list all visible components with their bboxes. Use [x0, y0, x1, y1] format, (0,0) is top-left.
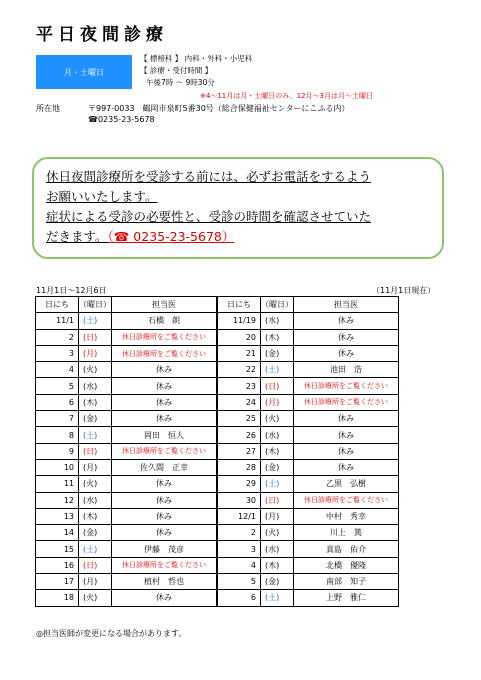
cell-date: 3 [217, 541, 261, 557]
cell-weekday: (土) [79, 541, 112, 557]
cell-doctor: 乙黒 弘樹 [294, 476, 399, 492]
header-dow: （曜日） [261, 297, 294, 313]
clinic-info [140, 53, 374, 100]
table-row [36, 443, 399, 459]
cell-weekday: (火) [261, 411, 294, 427]
hours-line: 午後7時 〜 9時30分 [146, 78, 215, 87]
cell-doctor: 休日診療所をご覧ください [294, 378, 399, 394]
cell-doctor: 池田 浩 [294, 362, 399, 378]
cell-date: 8 [36, 427, 79, 443]
table-row [36, 427, 399, 443]
cell-doctor: 佐久間 正幸 [112, 459, 218, 475]
cell-doctor: 真島 佑介 [294, 541, 399, 557]
cell-date: 12/1 [217, 508, 261, 524]
schedule-table [35, 296, 399, 607]
cell-weekday: (土) [261, 362, 294, 378]
cell-weekday: (火) [79, 590, 112, 606]
cell-weekday: (木) [261, 443, 294, 459]
season-note: ※4〜11月は月・土曜日のみ、12月〜3月は月〜土曜日 [200, 92, 374, 100]
cell-doctor: 石橋 朗 [112, 313, 218, 329]
cell-doctor: 伊藤 茂彦 [112, 541, 218, 557]
cell-doctor: 休み [112, 378, 218, 394]
cell-date: 2 [36, 329, 79, 345]
cell-doctor: 休み [294, 313, 399, 329]
cell-doctor: 中村 秀幸 [294, 508, 399, 524]
table-row [36, 476, 399, 492]
cell-date: 16 [36, 557, 79, 573]
cell-weekday: (火) [79, 476, 112, 492]
header-date: 日にち [36, 297, 79, 313]
cell-weekday: (金) [79, 411, 112, 427]
table-row [36, 525, 399, 541]
cell-weekday: (木) [79, 394, 112, 410]
cell-date: 14 [36, 525, 79, 541]
cell-date: 13 [36, 508, 79, 524]
cell-doctor: 休み [294, 329, 399, 345]
notice-line [46, 227, 442, 247]
schedule-period: 11月1日〜12月6日 [36, 286, 107, 295]
notice-line-text: だきます。 [46, 229, 108, 244]
cell-doctor: 休日診療所をご覧ください [112, 329, 218, 345]
cell-doctor: 休み [112, 394, 218, 410]
cell-date: 11/1 [36, 313, 79, 329]
cell-weekday: (水) [261, 427, 294, 443]
cell-date: 20 [217, 329, 261, 345]
cell-date: 18 [36, 590, 79, 606]
cell-doctor: 北橋 優隆 [294, 557, 399, 573]
cell-date: 15 [36, 541, 79, 557]
phone-number: ☎0235-23-5678 [88, 115, 155, 124]
cell-doctor: 休日診療所をご覧ください [294, 492, 399, 508]
hours-heading: 【 診療・受付時間 】 [140, 66, 213, 75]
address-text: 〒997-0033 鶴岡市泉町5番30号（総合保健福祉センターにこふる内） [88, 104, 350, 113]
cell-weekday: (月) [79, 345, 112, 361]
cell-doctor: 休日診療所をご覧ください [112, 557, 218, 573]
table-row [36, 394, 399, 410]
cell-date: 5 [217, 574, 261, 590]
cell-doctor: 植村 哲也 [112, 574, 218, 590]
cell-weekday: (日) [79, 557, 112, 573]
table-row [36, 508, 399, 524]
table-row [36, 329, 399, 345]
cell-weekday: (金) [261, 345, 294, 361]
cell-doctor: 休み [112, 525, 218, 541]
notice-phone: （☎ 0235-23-5678） [107, 229, 235, 244]
cell-doctor: 休み [294, 427, 399, 443]
table-row [36, 557, 399, 573]
cell-date: 2 [217, 525, 261, 541]
cell-weekday: (日) [261, 378, 294, 394]
cell-doctor: 岡田 恒人 [112, 427, 218, 443]
cell-doctor: 南部 知子 [294, 574, 399, 590]
notice-line: 症状による受診の必要性と、受診の時間を確認させていた [46, 209, 372, 224]
table-row [36, 378, 399, 394]
cell-date: 24 [217, 394, 261, 410]
header-doctor: 担当医 [294, 297, 399, 313]
header-doctor: 担当医 [112, 297, 218, 313]
cell-weekday: (土) [79, 313, 112, 329]
cell-date: 11/19 [217, 313, 261, 329]
cell-date: 6 [217, 590, 261, 606]
cell-date: 4 [217, 557, 261, 573]
header-dow: （曜日） [79, 297, 112, 313]
cell-weekday: (土) [79, 427, 112, 443]
address-label: 所在地 [36, 104, 60, 113]
cell-date: 28 [217, 459, 261, 475]
cell-date: 4 [36, 362, 79, 378]
notice-line: お願いいたします。 [46, 189, 158, 204]
cell-date: 12 [36, 492, 79, 508]
cell-doctor: 川上 篤 [294, 525, 399, 541]
cell-date: 11 [36, 476, 79, 492]
cell-weekday: (木) [79, 508, 112, 524]
cell-weekday: (月) [79, 459, 112, 475]
cell-doctor: 休み [112, 590, 218, 606]
as-of-date: （11月1日現在） [372, 286, 436, 295]
cell-doctor: 休み [112, 362, 218, 378]
cell-date: 9 [36, 443, 79, 459]
cell-date: 7 [36, 411, 79, 427]
cell-weekday: (日) [261, 492, 294, 508]
table-row [36, 574, 399, 590]
cell-weekday: (月) [261, 508, 294, 524]
table-row [36, 590, 399, 606]
cell-date: 27 [217, 443, 261, 459]
department-line: 【 標榜科 】 内科・外科・小児科 [140, 54, 253, 63]
cell-date: 29 [217, 476, 261, 492]
cell-weekday: (水) [261, 313, 294, 329]
cell-weekday: (木) [261, 557, 294, 573]
page-title: 平日夜間診療 [36, 25, 168, 45]
cell-weekday: (土) [261, 476, 294, 492]
cell-doctor: 休日診療所をご覧ください [294, 394, 399, 410]
footer-note: ◎担当医師が変更になる場合があります。 [36, 629, 187, 638]
cell-weekday: (金) [261, 459, 294, 475]
table-row [36, 459, 399, 475]
cell-weekday: (金) [261, 574, 294, 590]
cell-weekday: (土) [261, 590, 294, 606]
cell-date: 10 [36, 459, 79, 475]
cell-weekday: (月) [261, 394, 294, 410]
notice-line: 休日夜間診療所を受診する前には、必ずお電話をするよう [46, 169, 372, 184]
cell-date: 25 [217, 411, 261, 427]
cell-date: 17 [36, 574, 79, 590]
cell-doctor: 休み [112, 476, 218, 492]
cell-weekday: (火) [261, 525, 294, 541]
cell-doctor: 休み [112, 411, 218, 427]
table-row [36, 345, 399, 361]
cell-date: 3 [36, 345, 79, 361]
cell-weekday: (木) [261, 329, 294, 345]
cell-date: 21 [217, 345, 261, 361]
cell-doctor: 休み [294, 459, 399, 475]
table-row [36, 492, 399, 508]
cell-date: 26 [217, 427, 261, 443]
cell-weekday: (金) [79, 525, 112, 541]
cell-date: 5 [36, 378, 79, 394]
cell-weekday: (日) [79, 329, 112, 345]
cell-doctor: 休み [294, 443, 399, 459]
table-header-row [36, 297, 399, 313]
table-row [36, 313, 399, 329]
cell-doctor: 休み [294, 411, 399, 427]
cell-doctor: 休み [112, 508, 218, 524]
days-badge: 月・土曜日 [36, 55, 132, 89]
cell-doctor: 休み [294, 345, 399, 361]
table-row [36, 362, 399, 378]
cell-date: 6 [36, 394, 79, 410]
cell-date: 23 [217, 378, 261, 394]
cell-doctor: 休日診療所をご覧ください [112, 443, 218, 459]
table-row [36, 411, 399, 427]
table-row [36, 541, 399, 557]
cell-weekday: (水) [79, 378, 112, 394]
cell-date: 22 [217, 362, 261, 378]
header-date: 日にち [217, 297, 261, 313]
cell-weekday: (日) [79, 443, 112, 459]
cell-weekday: (水) [79, 492, 112, 508]
cell-doctor: 上野 雅仁 [294, 590, 399, 606]
cell-weekday: (水) [261, 541, 294, 557]
cell-date: 30 [217, 492, 261, 508]
cell-doctor: 休み [112, 492, 218, 508]
notice-box [32, 157, 444, 259]
cell-weekday: (月) [79, 574, 112, 590]
cell-doctor: 休日診療所をご覧ください [112, 345, 218, 361]
cell-weekday: (火) [79, 362, 112, 378]
